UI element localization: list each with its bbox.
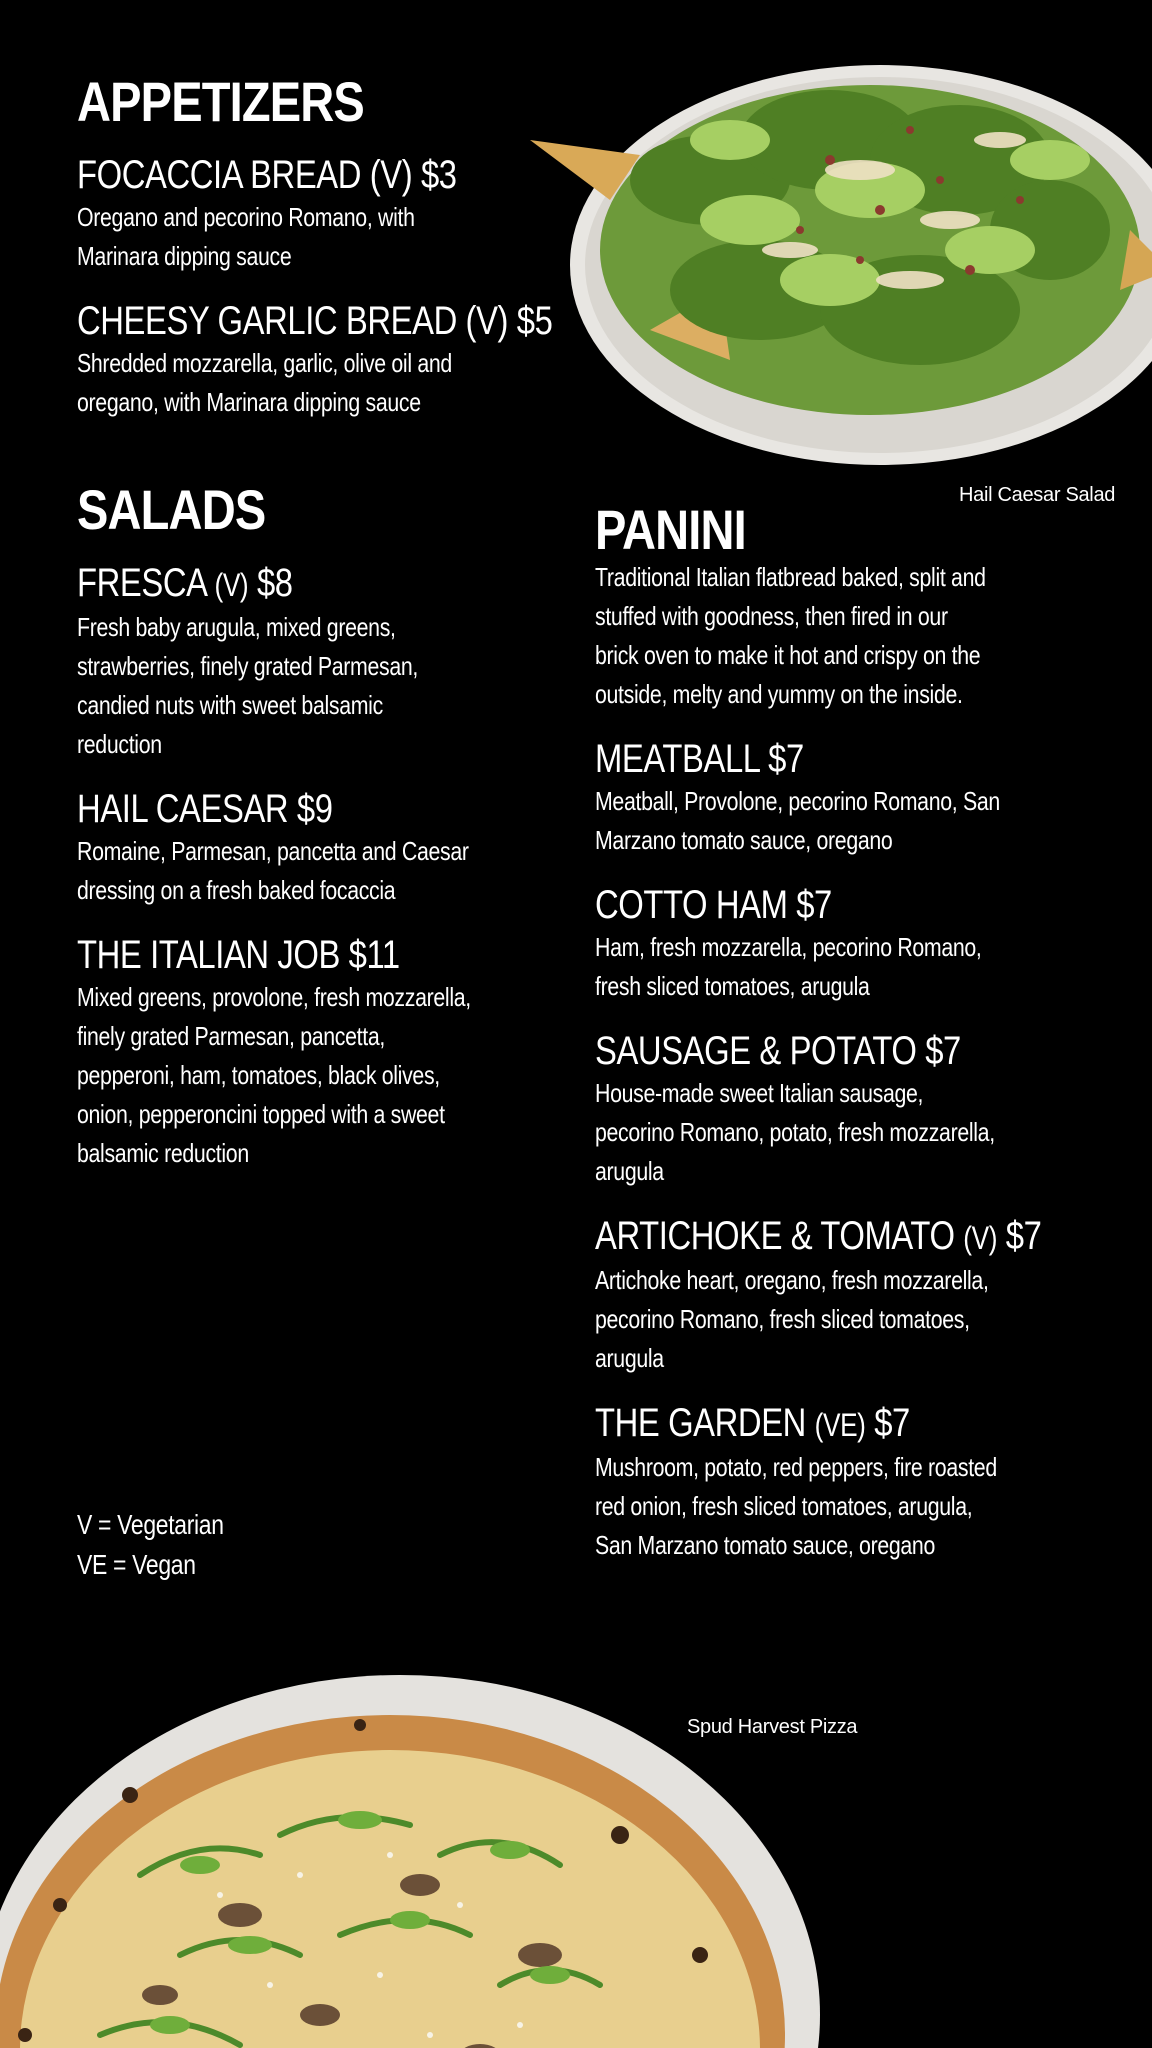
- item-description: reduction: [77, 729, 162, 759]
- menu-item: [595, 1213, 1095, 1378]
- intro-text: Traditional Italian flatbread baked, split and: [595, 562, 986, 592]
- item-description: red onion, fresh sliced tomatoes, arugula,: [595, 1491, 973, 1521]
- menu-item: [77, 932, 557, 1173]
- item-description: strawberries, finely grated Parmesan,: [77, 651, 418, 681]
- item-description: Fresh baby arugula, mixed greens,: [77, 612, 396, 642]
- item-description: onion, pepperoncini topped with a sweet: [77, 1099, 445, 1129]
- intro-text: stuffed with goodness, then fired in our: [595, 601, 948, 631]
- item-description: arugula: [595, 1156, 664, 1186]
- item-name: FRESCA: [77, 561, 206, 605]
- item-name: THE ITALIAN JOB $11: [77, 933, 400, 977]
- legend-vegetarian: V = Vegetarian: [77, 1509, 224, 1540]
- menu-item: [595, 1028, 1095, 1191]
- appetizers-list: [77, 152, 557, 444]
- appetizers-heading-text: APPETIZERS: [77, 70, 364, 133]
- menu-item: [77, 560, 557, 764]
- item-diet-tag: (V): [963, 1220, 998, 1256]
- item-description: dressing on a fresh baked focaccia: [77, 875, 396, 905]
- salads-list: [77, 560, 557, 1195]
- item-description: Meatball, Provolone, pecorino Romano, San: [595, 786, 1000, 816]
- item-description: San Marzano tomato sauce, oregano: [595, 1530, 935, 1560]
- item-price: $7: [874, 1401, 910, 1445]
- item-description: Marinara dipping sauce: [77, 241, 292, 271]
- hail-caesar-salad-photo: [530, 30, 1152, 470]
- diet-legend: [77, 1505, 256, 1585]
- panini-heading: [595, 498, 775, 561]
- item-price: $7: [1005, 1214, 1042, 1258]
- item-description: oregano, with Marinara dipping sauce: [77, 387, 421, 417]
- pizza-photo-caption: Spud Harvest Pizza: [687, 1716, 858, 1738]
- intro-text: outside, melty and yummy on the inside.: [595, 679, 963, 709]
- item-description: pecorino Romano, fresh sliced tomatoes,: [595, 1304, 970, 1334]
- salad-photo-caption: Hail Caesar Salad: [959, 484, 1116, 506]
- item-description: pepperoni, ham, tomatoes, black olives,: [77, 1060, 440, 1090]
- item-name: ARTICHOKE & TOMATO: [595, 1214, 955, 1258]
- item-price: $8: [256, 561, 293, 605]
- menu-item: [77, 152, 557, 276]
- item-name: CHEESY GARLIC BREAD (V) $5: [77, 299, 553, 343]
- item-diet-tag: (V): [214, 567, 249, 603]
- item-diet-tag: (VE): [814, 1407, 866, 1443]
- menu-item: [595, 882, 1095, 1006]
- item-description: Mushroom, potato, red peppers, fire roasted: [595, 1452, 997, 1482]
- panini-heading-text: PANINI: [595, 498, 746, 561]
- legend-vegan: VE = Vegan: [77, 1549, 196, 1580]
- item-name: SAUSAGE & POTATO $7: [595, 1029, 961, 1073]
- item-name: MEATBALL $7: [595, 737, 804, 781]
- item-name: FOCACCIA BREAD (V) $3: [77, 153, 457, 197]
- menu-item: [595, 1400, 1095, 1565]
- item-description: pecorino Romano, potato, fresh mozzarella,: [595, 1117, 995, 1147]
- item-description: Ham, fresh mozzarella, pecorino Romano,: [595, 932, 982, 962]
- appetizers-heading: [77, 70, 419, 133]
- item-description: finely grated Parmesan, pancetta,: [77, 1021, 385, 1051]
- item-description: candied nuts with sweet balsamic: [77, 690, 383, 720]
- item-description: Mixed greens, provolone, fresh mozzarella,: [77, 982, 471, 1012]
- menu-item: [595, 736, 1095, 860]
- intro-text: brick oven to make it hot and crispy on the: [595, 640, 981, 670]
- item-description: Marzano tomato sauce, oregano: [595, 825, 893, 855]
- item-description: Romaine, Parmesan, pancetta and Caesar: [77, 836, 469, 866]
- item-name: COTTO HAM $7: [595, 883, 832, 927]
- item-description: Oregano and pecorino Romano, with: [77, 202, 415, 232]
- panini-intro: [595, 558, 1095, 714]
- salads-heading: [77, 478, 301, 541]
- item-name: HAIL CAESAR $9: [77, 787, 333, 831]
- item-name: THE GARDEN: [595, 1401, 806, 1445]
- item-description: Artichoke heart, oregano, fresh mozzarella,: [595, 1265, 989, 1295]
- menu-item: [77, 786, 557, 910]
- item-description: fresh sliced tomatoes, arugula: [595, 971, 870, 1001]
- menu-item: [77, 298, 557, 422]
- item-description: Shredded mozzarella, garlic, olive oil and: [77, 348, 452, 378]
- item-description: House-made sweet Italian sausage,: [595, 1078, 924, 1108]
- spud-harvest-pizza-photo: [0, 1655, 840, 2048]
- item-description: arugula: [595, 1343, 664, 1373]
- salads-heading-text: SALADS: [77, 478, 266, 541]
- panini-list: [595, 558, 1095, 1587]
- item-description: balsamic reduction: [77, 1138, 249, 1168]
